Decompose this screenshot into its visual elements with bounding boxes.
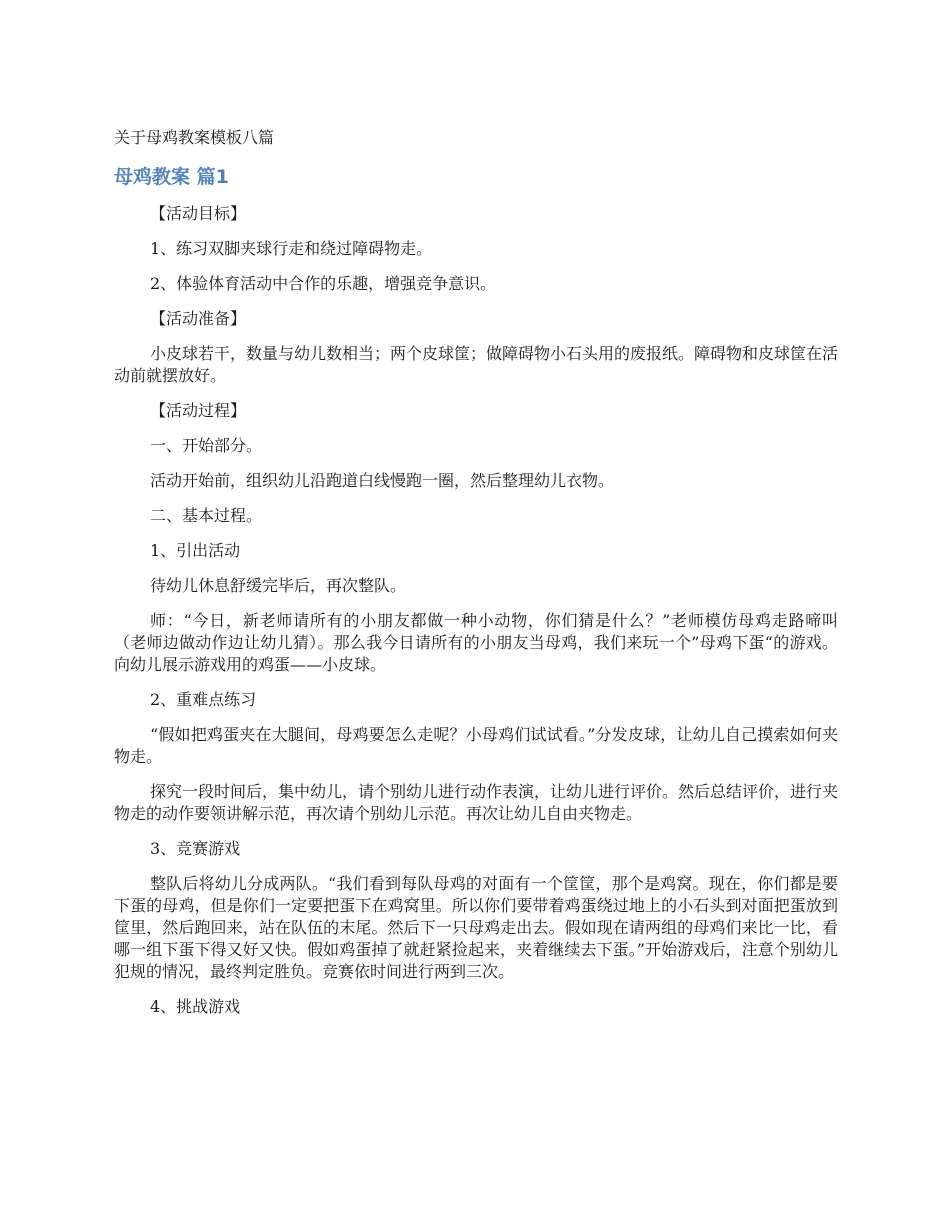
paragraph-step-3-heading: 3、竞赛游戏	[150, 839, 241, 858]
paragraph-step-2-heading: 2、重难点练习	[150, 690, 257, 709]
paragraph-part-one: 一、开始部分。	[150, 436, 263, 455]
section-heading: 母鸡教案 篇1	[114, 166, 229, 188]
paragraph-preparation-heading: 【活动准备】	[150, 309, 247, 328]
paragraph-practice-prompt: “假如把鸡蛋夹在大腿间，母鸡要怎么走呢？小母鸡们试试看。”分发皮球，让幼儿自己摸索如何夹物走。	[114, 725, 838, 766]
paragraph-warmup: 活动开始前，组织幼儿沿跑道白线慢跑一圈，然后整理幼儿衣物。	[150, 471, 615, 490]
paragraph-step-1-heading: 1、引出活动	[150, 541, 241, 560]
paragraph-process-heading: 【活动过程】	[150, 401, 247, 420]
paragraph-regroup: 待幼儿休息舒缓完毕后，再次整队。	[150, 576, 407, 595]
paragraph-teacher-intro: 师：“今日，新老师请所有的小朋友都做一种小动物，你们猜是什么？”老师模仿母鸡走路啼叫（老师边做动作边让幼儿猜）。那么我今日请所有的小朋友当母鸡，我们来玩一个”母鸡下蛋“的游戏。向幼儿展示游戏用的鸡蛋——小皮球。	[114, 611, 838, 674]
paragraph-practice-summary: 探究一段时间后，集中幼儿，请个别幼儿进行动作表演，让幼儿进行评价。然后总结评价，进行夹物走的动作要领讲解示范，再次请个别幼儿示范。再次让幼儿自由夹物走。	[114, 782, 839, 823]
paragraph-objective-2: 2、体验体育活动中合作的乐趣，增强竞争意识。	[150, 274, 497, 293]
paragraph-objective-1: 1、练习双脚夹球行走和绕过障碍物走。	[150, 239, 433, 258]
document-title: 关于母鸡教案模板八篇	[114, 128, 275, 147]
document-body	[114, 203, 838, 1031]
paragraph-race-game: 整队后将幼儿分成两队。“我们看到每队母鸡的对面有一个筐筐，那个是鸡窝。现在，你们都是要下蛋的母鸡，但是你们一定要把蛋下在鸡窝里。所以你们要带着鸡蛋绕过地上的小石头到对面把蛋放到筐里，然后跑回来，站在队伍的末尾。然后下一只母鸡走出去。假如现在请两组的母鸡们来比一比，看哪一组下蛋下得又好又快。假如鸡蛋掉了就赶紧捡起来，夹着继续去下蛋。”开始游戏后，注意个别幼儿犯规的情况，最终判定胜负。竞赛依时间进行两到三次。	[114, 874, 838, 981]
paragraph-step-4-heading: 4、挑战游戏	[150, 997, 241, 1016]
paragraph-part-two: 二、基本过程。	[150, 506, 263, 525]
paragraph-preparation-text: 小皮球若干，数量与幼儿数相当；两个皮球筐；做障碍物小石头用的废报纸。障碍物和皮球筐在活动前就摆放好。	[114, 344, 839, 385]
paragraph-objectives-heading: 【活动目标】	[150, 204, 247, 223]
